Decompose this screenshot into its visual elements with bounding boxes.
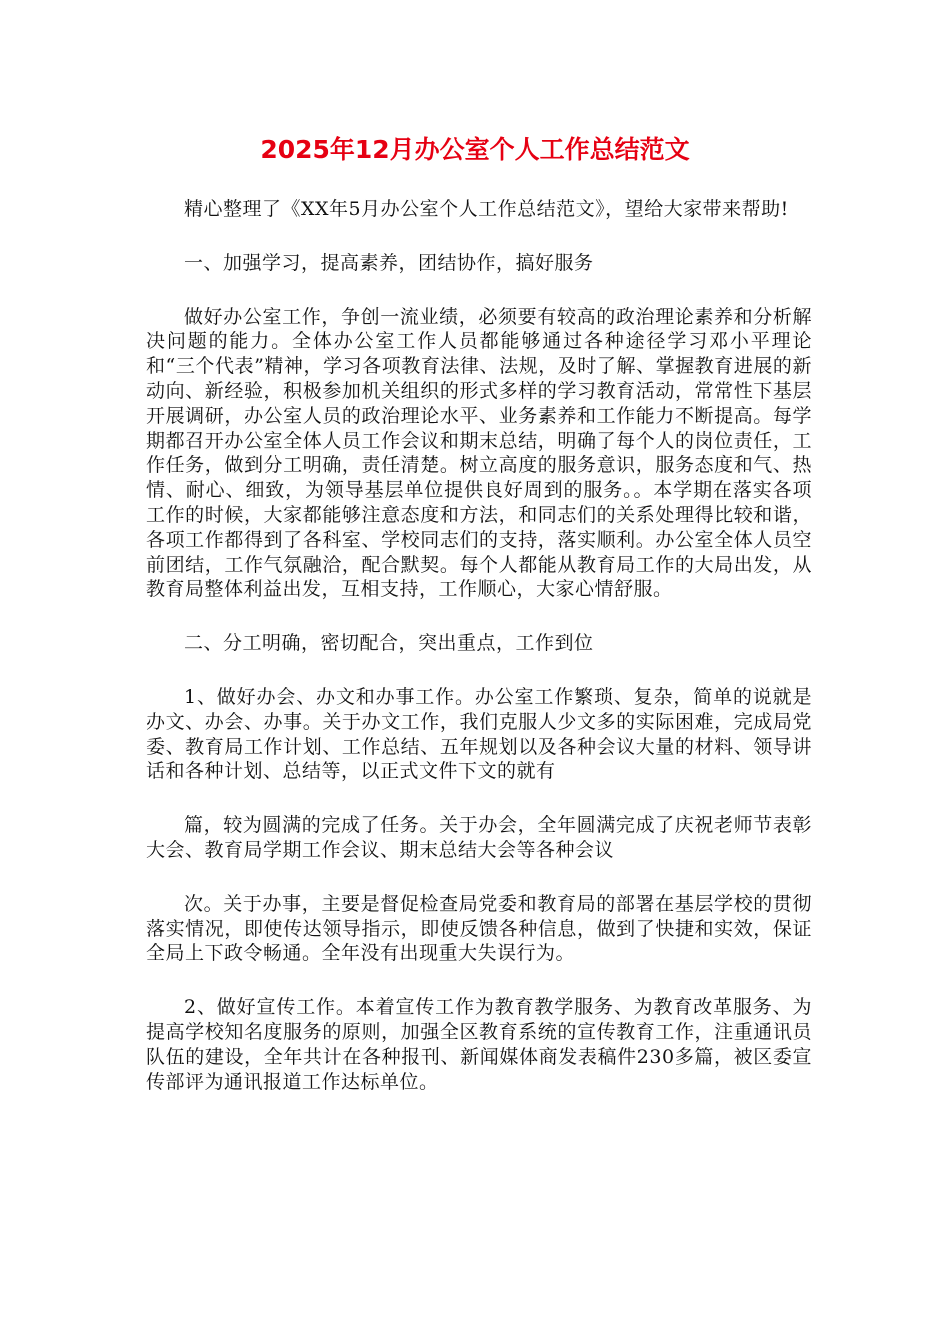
body-paragraph: 篇，较为圆满的完成了任务。关于办会，全年圆满完成了庆祝老师节表彰大会、教育局学期工作会议、期末总结大会等各种会议 [146, 814, 812, 861]
body-paragraph: 1、做好办会、办文和办事工作。办公室工作繁琐、复杂，简单的说就是办文、办会、办事。关于办文工作，我们克服人少文多的实际困难，完成局党委、教育局工作计划、工作总结、五年规划以及各种会议大量的材料、领导讲话和各种计划、总结等，以正式文件下文的就有 [146, 685, 812, 783]
body-paragraph: 做好办公室工作，争创一流业绩，必须要有较高的政治理论素养和分析解决问题的能力。全体办公室工作人员都能够通过各种途径学习邓小平理论和“三个代表”精神，学习各项教育法律、法规，及时了解、掌握教育进展的新动向、新经验，积极参加机关组织的形式多样的学习教育活动，常常性下基层开展调研，办公室人员的政治理论水平、业务素养和工作能力不断提高。每学期都召开办公室全体人员工作会议和期末总结，明确了每个人的岗位责任，工作任务，做到分工明确，责任清楚。树立高度的服务意识，服务态度和气、热情、耐心、细致，为领导基层单位提供良好周到的服务。。本学期在落实各项工作的时候，大家都能够注意态度和方法，和同志们的关系处理得比较和谐，各项工作都得到了各科室、学校同志们的支持，落实顺利。办公室全体人员空前团结，工作气氛融洽，配合默契。每个人都能从教育局工作的大局出发，从教育局整体利益出发，互相支持，工作顺心，大家心情舒服。 [146, 305, 812, 601]
document-title: 2025年12月办公室个人工作总结范文 [260, 135, 690, 164]
body-paragraph: 次。关于办事，主要是督促检查局党委和教育局的部署在基层学校的贯彻落实情况，即使传达领导指示，即使反馈各种信息，做到了快捷和实效，保证全局上下政令畅通。全年没有出现重大失误行为。 [146, 892, 812, 965]
section-heading-1: 一、加强学习，提高素养，团结协作，搞好服务 [184, 251, 594, 274]
document-body [146, 197, 812, 1123]
intro-paragraph: 精心整理了《XX年5月办公室个人工作总结范文》，望给大家带来帮助! [184, 198, 789, 220]
section-heading-2: 二、分工明确，密切配合，突出重点，工作到位 [184, 632, 594, 655]
body-paragraph: 2、做好宣传工作。本着宣传工作为教育教学服务、为教育改革服务、为提高学校知名度服务的原则，加强全区教育系统的宣传教育工作，注重通讯员队伍的建设，全年共计在各种报刊、新闻媒体商发表稿件230多篇，被区委宣传部评为通讯报道工作达标单位。 [146, 996, 812, 1093]
